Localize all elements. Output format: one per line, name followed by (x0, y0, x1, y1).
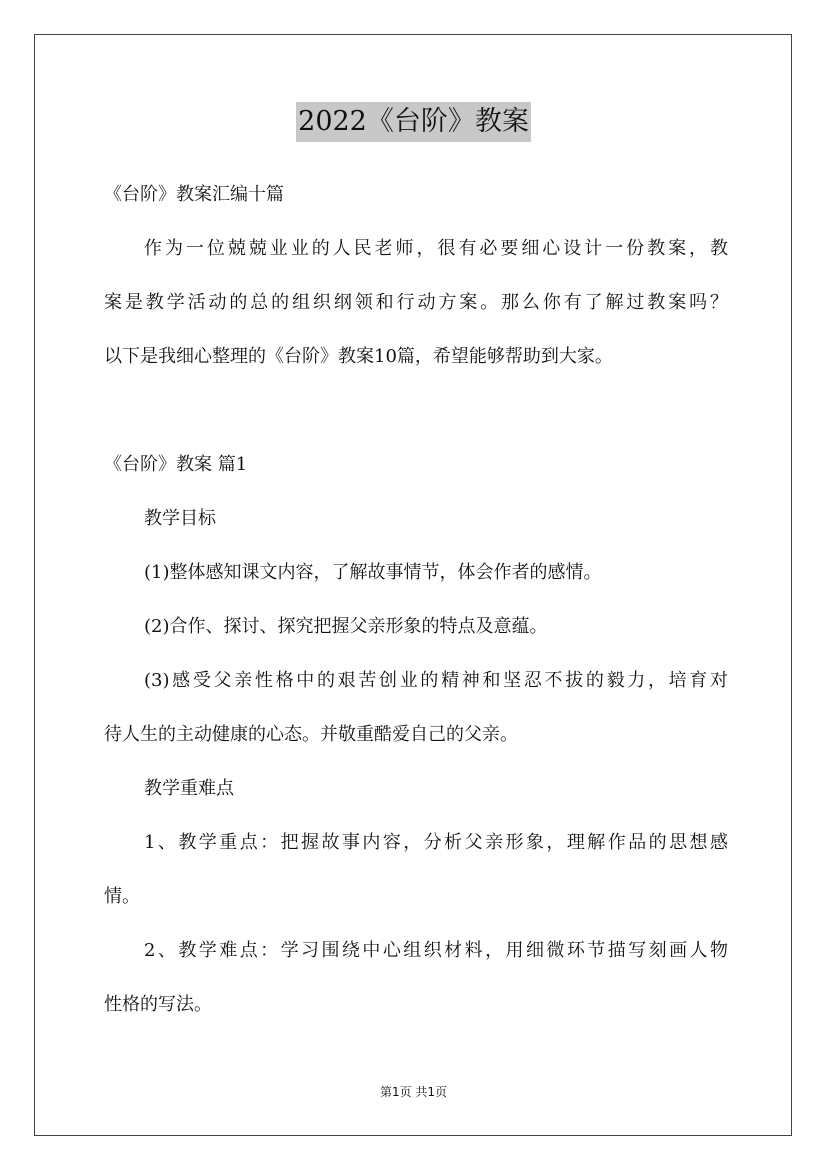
goal-item-3: (3)感受父亲性格中的艰苦创业的精神和坚忍不拔的毅力，培育对 (144, 670, 728, 691)
intro-line-3: 以下是我细心整理的《台阶》教案10篇，希望能够帮助到大家。 (104, 346, 613, 367)
title-container (0, 102, 827, 142)
intro-line-1: 作为一位兢兢业业的人民老师，很有必要细心设计一份教案，教 (144, 238, 728, 259)
document-subtitle: 《台阶》教案汇编十篇 (104, 184, 284, 205)
goals-heading: 教学目标 (144, 508, 216, 529)
intro-line-2: 案是教学活动的总的组织纲领和行动方案。那么你有了解过教案吗？ (104, 292, 728, 313)
difficulty-item-2: 2、教学难点：学习围绕中心组织材料，用细微环节描写刻画人物 (144, 940, 728, 961)
section-heading: 《台阶》教案 篇1 (104, 454, 248, 475)
goal-item-3-cont: 待人生的主动健康的心态。并敬重酷爱自己的父亲。 (104, 724, 518, 745)
difficulty-item-2-cont: 性格的写法。 (104, 994, 212, 1015)
difficulty-item-1: 1、教学重点：把握故事内容，分析父亲形象，理解作品的思想感 (144, 832, 728, 853)
goal-item-1: (1)整体感知课文内容，了解故事情节，体会作者的感情。 (144, 562, 602, 583)
difficulty-item-1-cont: 情。 (104, 886, 140, 907)
goal-item-2: (2)合作、探讨、探究把握父亲形象的特点及意蕴。 (144, 616, 548, 637)
difficulty-heading: 教学重难点 (144, 778, 234, 799)
page-footer: 第1页 共1页 (379, 1085, 448, 1099)
document-title: 2022《台阶》教案 (296, 102, 531, 142)
